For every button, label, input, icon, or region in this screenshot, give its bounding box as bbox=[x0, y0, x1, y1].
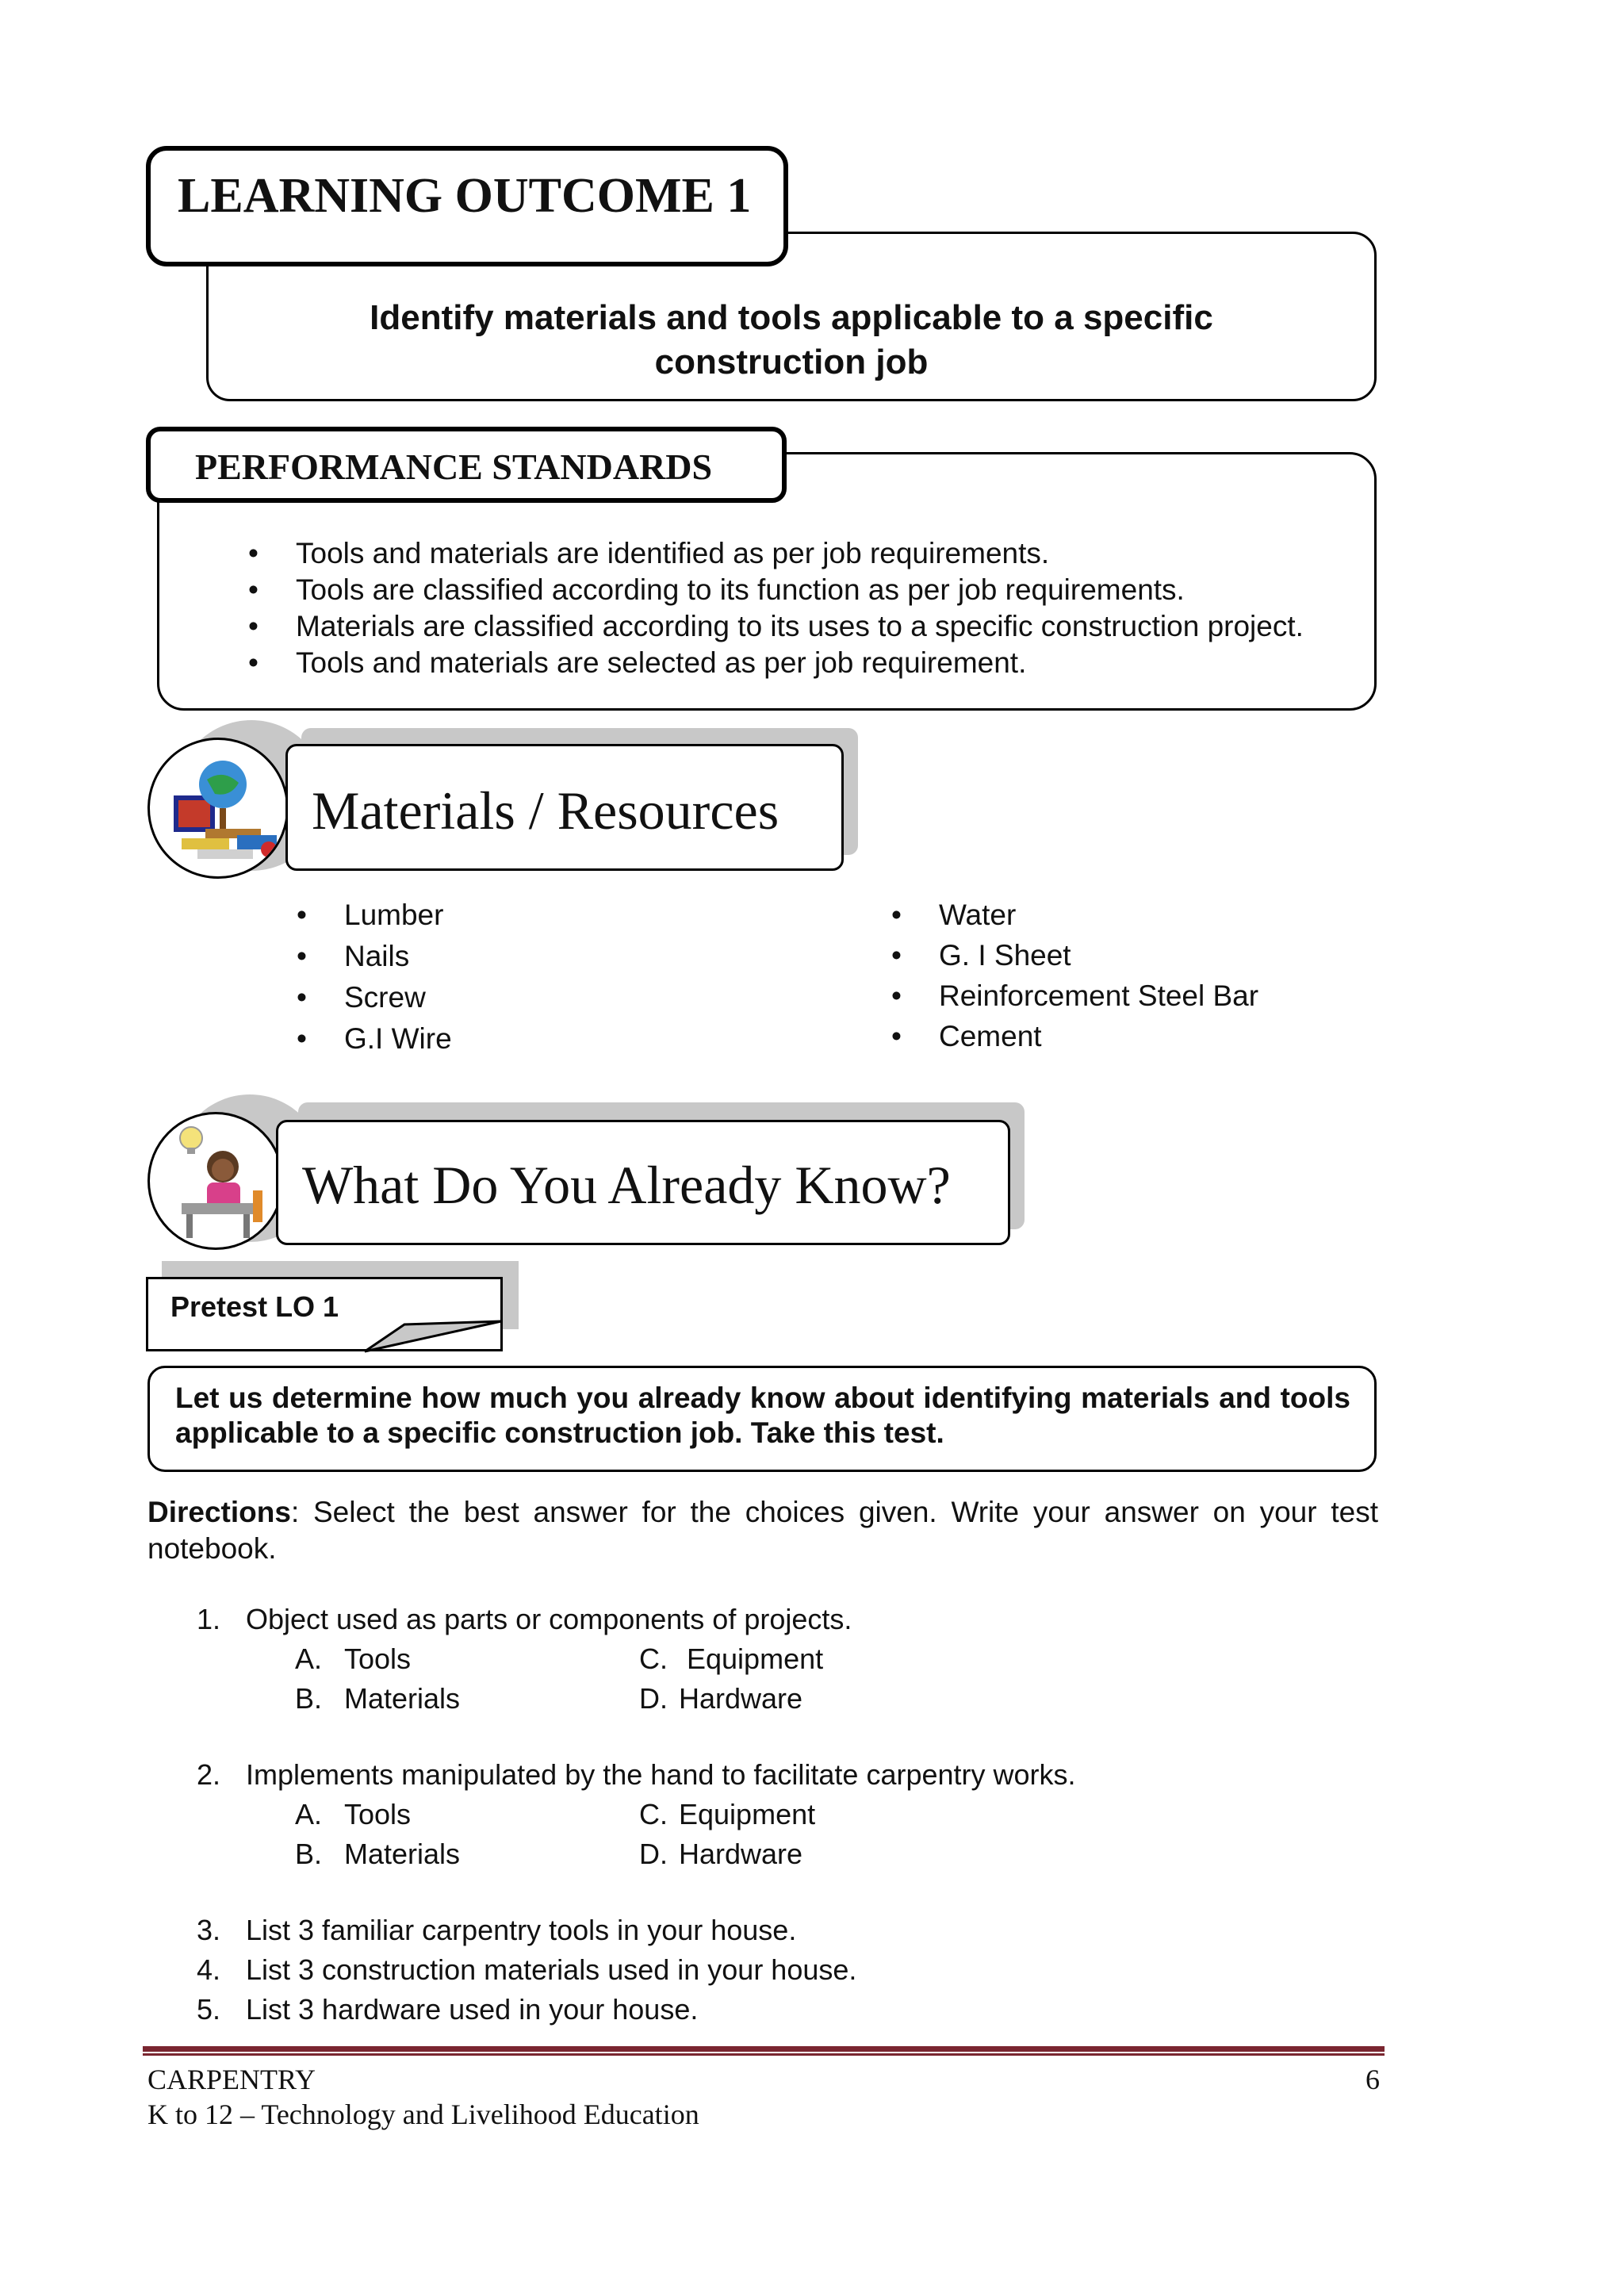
standard-item: • Tools and materials are selected as per job requirement. bbox=[248, 645, 1304, 681]
question-text: Implements manipulated by the hand to facilitate carpentry works. bbox=[246, 1758, 1076, 1791]
choice-letter: D. bbox=[639, 1682, 668, 1715]
materials-title: Materials / Resources bbox=[312, 780, 779, 841]
standard-item: • Tools are classified according to its function as per job requirements. bbox=[248, 572, 1304, 608]
choice-letter: B. bbox=[295, 1682, 323, 1715]
question-text: List 3 familiar carpentry tools in your house. bbox=[246, 1914, 797, 1946]
question-number: 2. bbox=[197, 1758, 221, 1791]
footer-rule bbox=[143, 2046, 1385, 2056]
choice-letter: B. bbox=[295, 1838, 323, 1870]
choice-letter: A. bbox=[295, 1642, 323, 1675]
choice-letter: D. bbox=[639, 1838, 668, 1870]
pretest-intro-text: Let us determine how much you already know about identifying materials and tools applicable to a specific construction job. Take this test. bbox=[175, 1382, 1350, 1449]
material-item: • Water bbox=[891, 895, 1258, 935]
footer-rule-thin bbox=[143, 2053, 1385, 2056]
standard-item: • Tools and materials are identified as per job requirements. bbox=[248, 535, 1304, 572]
footer-rule-thick bbox=[143, 2046, 1385, 2052]
know-title: What Do You Already Know? bbox=[302, 1155, 951, 1215]
learning-outcome-description: Identify materials and tools applicable to a specific construction job bbox=[370, 298, 1213, 381]
material-item: • Cement bbox=[891, 1016, 1258, 1056]
choice-text: Materials bbox=[344, 1838, 461, 1870]
question-number: 4. bbox=[197, 1953, 221, 1986]
material-item: • G.I Wire bbox=[297, 1018, 452, 1060]
directions-text: : Select the best answer for the choices given. Write your answer on your test notebook. bbox=[147, 1496, 1378, 1565]
material-item: • G. I Sheet bbox=[891, 935, 1258, 976]
question-number: 5. bbox=[197, 1993, 221, 2026]
footer-page-number: 6 bbox=[1365, 2064, 1380, 2095]
directions-label: Directions bbox=[147, 1496, 291, 1528]
choice-text: Tools bbox=[344, 1798, 412, 1830]
choice-letter: C. bbox=[639, 1642, 668, 1675]
learning-outcome-tab-label: LEARNING OUTCOME 1 bbox=[178, 169, 752, 223]
footer-program: K to 12 – Technology and Livelihood Education bbox=[147, 2099, 699, 2130]
material-item: • Lumber bbox=[297, 895, 452, 936]
material-item: • Screw bbox=[297, 977, 452, 1018]
choice-letter: A. bbox=[295, 1798, 323, 1830]
pretest-label: Pretest LO 1 bbox=[170, 1290, 339, 1323]
choice-text: Hardware bbox=[679, 1838, 803, 1870]
question-text: List 3 construction materials used in your house. bbox=[246, 1953, 857, 1986]
choice-text: Hardware bbox=[679, 1682, 803, 1715]
choice-text: Tools bbox=[344, 1642, 412, 1675]
standard-item: • Materials are classified according to its uses to a specific construction project. bbox=[248, 608, 1304, 645]
choice-text: Materials bbox=[344, 1682, 461, 1715]
choice-text: Equipment bbox=[687, 1642, 824, 1675]
question-number: 3. bbox=[197, 1914, 221, 1946]
question-text: Object used as parts or components of projects. bbox=[246, 1603, 852, 1635]
material-item: • Nails bbox=[297, 936, 452, 977]
question-text: List 3 hardware used in your house. bbox=[246, 1993, 699, 2026]
material-item: • Reinforcement Steel Bar bbox=[891, 976, 1258, 1016]
choice-letter: C. bbox=[639, 1798, 668, 1830]
question-number: 1. bbox=[197, 1603, 221, 1635]
choice-text: Equipment bbox=[679, 1798, 816, 1830]
performance-standards-tab-label: PERFORMANCE STANDARDS bbox=[195, 447, 713, 487]
footer-subject: CARPENTRY bbox=[147, 2064, 316, 2095]
